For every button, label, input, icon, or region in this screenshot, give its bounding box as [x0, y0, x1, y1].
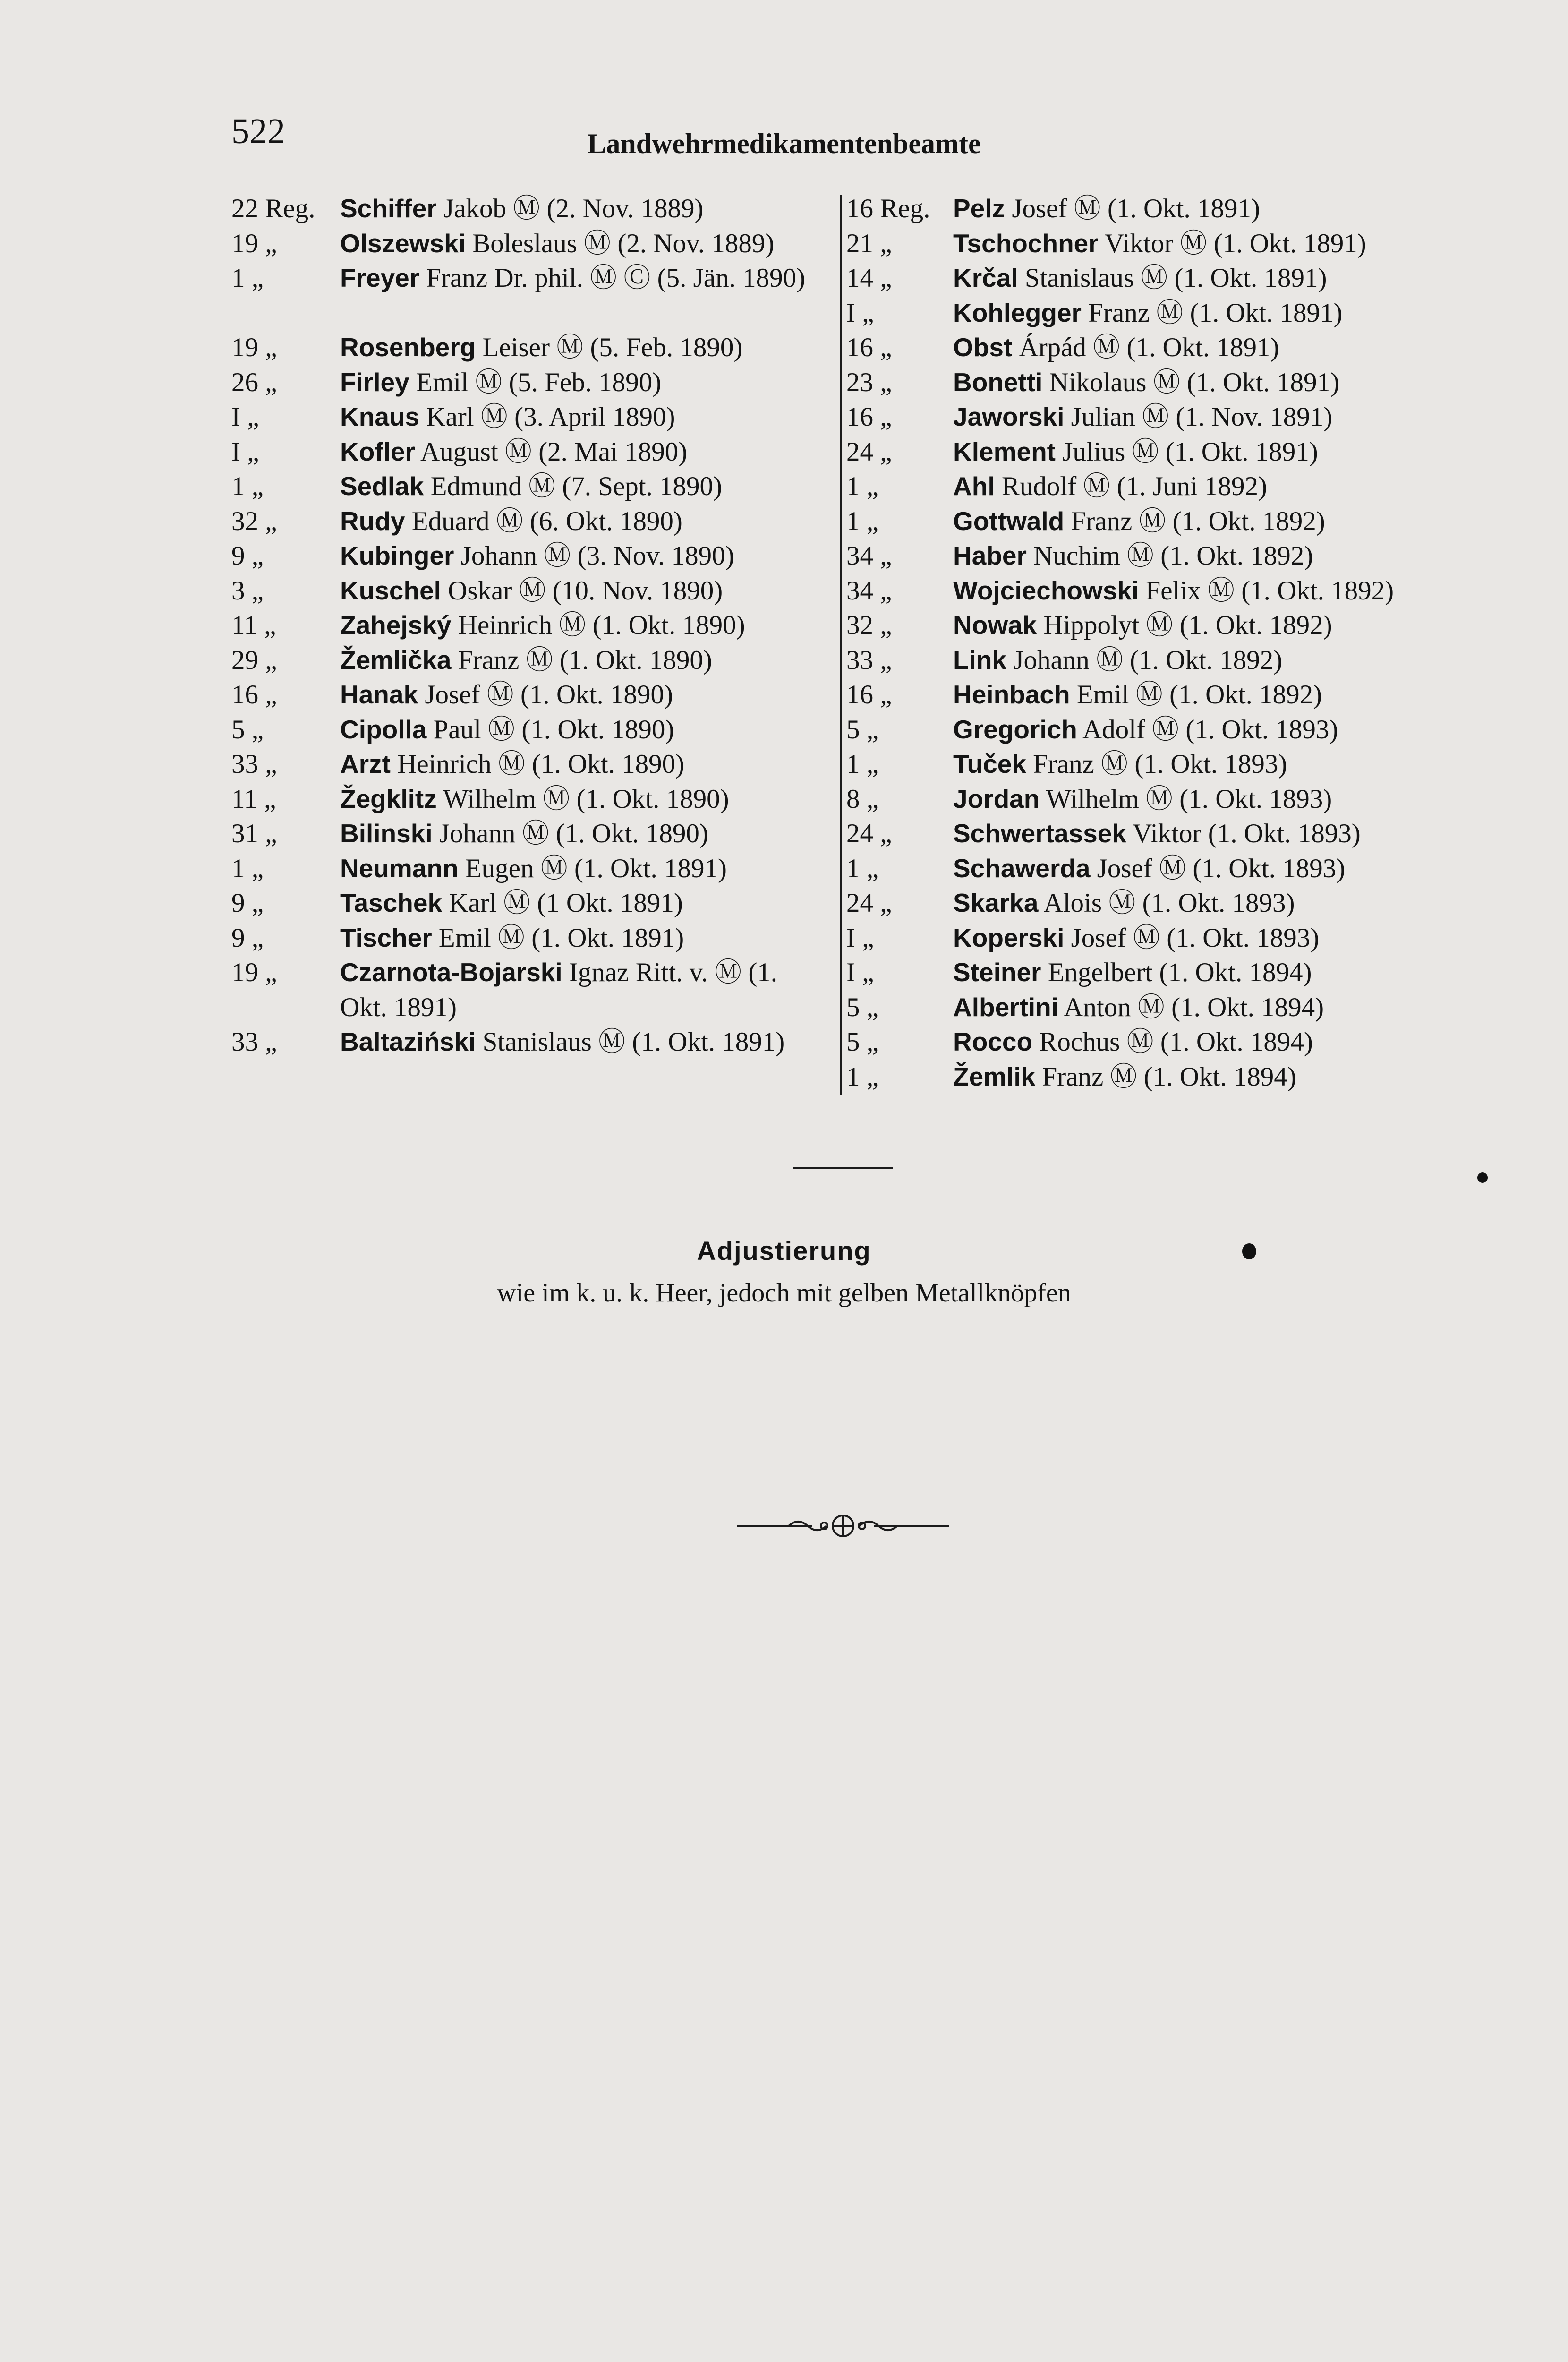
entry-kubinger	[231, 539, 822, 573]
given-name-and-date: Eduard Ⓜ (6. Okt. 1890)	[405, 506, 682, 536]
entry-kuschel	[231, 573, 822, 608]
entry-text	[340, 469, 822, 504]
regiment-number: 9 „	[231, 541, 264, 571]
surname: Haber	[953, 541, 1027, 570]
entry-text	[953, 365, 1455, 400]
entry-nowak	[841, 608, 1455, 643]
entry-text	[953, 1060, 1455, 1095]
entry-zegklitz	[231, 782, 822, 817]
entry-krcal	[841, 261, 1455, 296]
given-name-and-date: Johann Ⓜ (1. Okt. 1890)	[432, 819, 708, 848]
regiment-number: 19 „	[231, 958, 277, 987]
given-name-and-date: Jakob Ⓜ (2. Nov. 1889)	[436, 194, 704, 223]
entry-text	[953, 1025, 1455, 1060]
entry-cipolla	[231, 712, 822, 747]
surname: Kofler	[340, 436, 415, 466]
entry-tischer	[231, 921, 822, 956]
surname: Žegklitz	[340, 784, 437, 813]
regiment-number: I „	[846, 298, 874, 328]
surname: Hanak	[340, 680, 418, 709]
given-name-and-date: Ignaz Ritt. v. Ⓜ (1. Okt. 1891)	[340, 958, 778, 1022]
surname: Baltaziński	[340, 1027, 476, 1056]
given-name-and-date: Josef Ⓜ (1. Okt. 1893)	[1064, 923, 1320, 953]
regiment-number: 1 „	[846, 853, 879, 883]
surname: Žemlička	[340, 645, 452, 675]
entry-text	[340, 1025, 822, 1060]
given-name-and-date: Rudolf Ⓜ (1. Juni 1892)	[995, 471, 1267, 501]
given-name-and-date: Karl Ⓜ (3. April 1890)	[419, 402, 675, 432]
entry-text	[953, 191, 1455, 226]
surname: Nowak	[953, 610, 1037, 640]
given-name-and-date: Julian Ⓜ (1. Nov. 1891)	[1064, 402, 1333, 432]
regiment-number: 1 „	[846, 471, 879, 501]
entry-text	[340, 261, 822, 296]
surname: Bilinski	[340, 819, 433, 848]
surname: Klement	[953, 436, 1056, 466]
entry-text	[340, 712, 822, 747]
surname: Steiner	[953, 958, 1041, 987]
regiment-number: 31 „	[231, 819, 277, 848]
regiment-number: 11 „	[231, 610, 276, 640]
surname: Jaworski	[953, 402, 1065, 431]
regiment-number: 14 „	[846, 263, 892, 293]
given-name-and-date: Franz Dr. phil. Ⓜ Ⓒ (5. Jän. 1890)	[419, 263, 806, 293]
surname: Albertini	[953, 992, 1059, 1022]
surname: Schiffer	[340, 194, 437, 223]
regiment-number: 22 Reg.	[231, 194, 315, 223]
given-name-and-date: Franz Ⓜ (1. Okt. 1892)	[1064, 506, 1325, 536]
given-name-and-date: Boleslaus Ⓜ (2. Nov. 1889)	[465, 228, 775, 258]
entry-text	[953, 782, 1455, 817]
regiment-number: I „	[231, 436, 259, 467]
entry-text	[340, 851, 822, 886]
regiment-number: 16 Reg.	[846, 194, 930, 223]
entry-text	[340, 400, 822, 435]
regiment-number: 5 „	[846, 714, 879, 745]
surname: Bonetti	[953, 367, 1043, 397]
entry-rocco	[841, 1025, 1455, 1060]
given-name-and-date: Emil Ⓜ (5. Feb. 1890)	[409, 367, 662, 397]
given-name-and-date: Anton Ⓜ (1. Okt. 1894)	[1058, 992, 1324, 1022]
entry-rudy	[231, 504, 822, 539]
given-name-and-date: Engelbert (1. Okt. 1894)	[1041, 958, 1312, 987]
regiment-number: 1 „	[846, 506, 879, 536]
surname: Firley	[340, 367, 409, 397]
entry-text	[953, 469, 1455, 504]
surname: Tischer	[340, 923, 432, 952]
entry-text	[953, 608, 1455, 643]
entry-haber	[841, 539, 1455, 573]
entry-text	[340, 677, 822, 712]
entry-bonetti	[841, 365, 1455, 400]
given-name-and-date: Josef Ⓜ (1. Okt. 1891)	[1005, 194, 1260, 223]
given-name-and-date: Hippolyt Ⓜ (1. Okt. 1892)	[1037, 610, 1332, 640]
entry-schawerda	[841, 851, 1455, 886]
surname: Schwertassek	[953, 819, 1126, 848]
surname: Ahl	[953, 471, 995, 501]
surname: Heinbach	[953, 680, 1070, 709]
regiment-number: 34 „	[846, 575, 892, 606]
entry-sedlak	[231, 469, 822, 504]
given-name-and-date: Stanislaus Ⓜ (1. Okt. 1891)	[476, 1027, 785, 1057]
given-name-and-date: Wilhelm Ⓜ (1. Okt. 1893)	[1040, 784, 1332, 814]
entry-text	[953, 330, 1455, 365]
entry-text	[953, 712, 1455, 747]
given-name-and-date: Johann Ⓜ (3. Nov. 1890)	[454, 541, 734, 571]
surname: Czarnota-Bojarski	[340, 958, 562, 987]
surname: Cipolla	[340, 714, 427, 744]
surname: Taschek	[340, 888, 443, 917]
surname: Pelz	[953, 194, 1006, 223]
regiment-number: 5 „	[846, 1027, 879, 1057]
entry-text	[340, 504, 822, 539]
entry-kohlegger	[841, 296, 1455, 331]
entry-text	[953, 643, 1455, 678]
running-title: Landwehrmedikamentenbeamte	[587, 128, 981, 159]
surname: Kuschel	[340, 575, 441, 605]
entry-gregorich	[841, 712, 1455, 747]
regiment-number: 34 „	[846, 541, 892, 571]
surname: Freyer	[340, 263, 420, 292]
entry-hanak	[231, 677, 822, 712]
regiment-number: 1 „	[846, 1061, 879, 1092]
surname: Olszewski	[340, 228, 466, 258]
given-name-and-date: Franz Ⓜ (1. Okt. 1894)	[1035, 1061, 1296, 1092]
surname: Koperski	[953, 923, 1065, 952]
entry-tschochner	[841, 226, 1455, 261]
surname: Rosenberg	[340, 333, 476, 362]
regiment-number: 19 „	[231, 333, 277, 362]
entry-wojciechowski	[841, 573, 1455, 608]
given-name-and-date: Josef Ⓜ (1. Okt. 1890)	[418, 680, 673, 710]
regiment-number: 26 „	[231, 367, 277, 397]
regiment-number: 24 „	[846, 436, 892, 467]
surname: Neumann	[340, 853, 459, 883]
surname: Krčal	[953, 263, 1018, 292]
page-header	[0, 0, 1568, 180]
entry-albertini	[841, 990, 1455, 1025]
entry-baltazinski	[231, 1025, 822, 1094]
entry-link	[841, 643, 1455, 678]
regiment-number: 16 „	[846, 402, 892, 432]
entry-obst	[841, 330, 1455, 365]
entry-pelz	[841, 191, 1455, 226]
given-name-and-date: Franz Ⓜ (1. Okt. 1891)	[1081, 298, 1343, 328]
entry-text	[953, 573, 1455, 608]
given-name-and-date: Alois Ⓜ (1. Okt. 1893)	[1038, 888, 1295, 918]
entry-text	[953, 504, 1455, 539]
surname: Wojciechowski	[953, 575, 1139, 605]
entry-knaus	[231, 400, 822, 435]
given-name-and-date: Felix Ⓜ (1. Okt. 1892)	[1139, 575, 1394, 606]
entry-text	[953, 296, 1455, 331]
entry-arzt	[231, 747, 822, 782]
entry-text	[953, 851, 1455, 886]
regiment-number: 23 „	[846, 367, 892, 397]
entry-text	[340, 886, 822, 921]
surname: Rocco	[953, 1027, 1033, 1056]
given-name-and-date: Karl Ⓜ (1 Okt. 1891)	[442, 888, 683, 918]
regiment-number: 1 „	[231, 471, 264, 501]
surname: Sedlak	[340, 471, 424, 501]
entry-freyer	[231, 261, 822, 330]
entry-text	[340, 643, 822, 678]
given-name-and-date: Edmund Ⓜ (7. Sept. 1890)	[424, 471, 723, 501]
given-name-and-date: Rochus Ⓜ (1. Okt. 1894)	[1032, 1027, 1313, 1057]
given-name-and-date: Julius Ⓜ (1. Okt. 1891)	[1056, 436, 1318, 467]
entry-skarka	[841, 886, 1455, 921]
section-separator-rule	[793, 1167, 893, 1169]
entry-taschek	[231, 886, 822, 921]
regiment-number: 24 „	[846, 819, 892, 848]
entry-firley	[231, 365, 822, 400]
entry-text	[953, 747, 1455, 782]
surname: Tuček	[953, 749, 1026, 779]
entry-bilinski	[231, 816, 822, 851]
entry-text	[953, 677, 1455, 712]
regiment-number: 1 „	[231, 853, 264, 883]
entry-zahejsky	[231, 608, 822, 643]
ink-speck	[1477, 1172, 1488, 1183]
regiment-number: 32 „	[846, 610, 892, 640]
ink-speck	[1242, 1243, 1256, 1259]
surname: Rudy	[340, 506, 405, 536]
section-title: Adjustierung	[697, 1236, 871, 1266]
entry-text	[953, 886, 1455, 921]
regiment-number: 32 „	[231, 506, 277, 536]
regiment-number: 9 „	[231, 888, 264, 918]
regiment-number: 1 „	[846, 749, 879, 779]
entry-text	[340, 191, 822, 226]
given-name-and-date: Stanislaus Ⓜ (1. Okt. 1891)	[1018, 263, 1327, 293]
entry-text	[340, 782, 822, 817]
entry-text	[953, 539, 1455, 573]
regiment-number: 16 „	[846, 333, 892, 362]
entry-text	[340, 365, 822, 400]
entry-text	[340, 226, 822, 261]
regiment-number: 21 „	[846, 228, 892, 258]
left-column	[231, 191, 822, 1094]
entry-text	[953, 990, 1455, 1025]
entry-text	[953, 921, 1455, 956]
regiment-number: 19 „	[231, 228, 277, 258]
given-name-and-date: Oskar Ⓜ (10. Nov. 1890)	[441, 575, 723, 606]
regiment-number: 9 „	[231, 923, 264, 953]
regiment-number: 33 „	[231, 749, 277, 779]
entry-text	[953, 955, 1455, 990]
entry-olszewski	[231, 226, 822, 261]
entry-text	[340, 747, 822, 782]
given-name-and-date: August Ⓜ (2. Mai 1890)	[415, 436, 688, 467]
regiment-number: 16 „	[231, 680, 277, 710]
surname: Žemlik	[953, 1061, 1036, 1091]
regiment-number: 24 „	[846, 888, 892, 918]
entry-text	[340, 816, 822, 851]
regiment-number: I „	[231, 402, 259, 432]
entry-text	[953, 261, 1455, 296]
given-name-and-date: Eugen Ⓜ (1. Okt. 1891)	[458, 853, 727, 883]
entry-neumann	[231, 851, 822, 886]
surname: Kubinger	[340, 541, 454, 570]
regiment-number: 3 „	[231, 575, 264, 606]
entry-steiner	[841, 955, 1455, 990]
surname: Obst	[953, 333, 1013, 362]
section-text: wie im k. u. k. Heer, jedoch mit gelben Metallknöpfen	[497, 1278, 1071, 1308]
end-ornament-icon	[737, 1509, 949, 1542]
given-name-and-date: Paul Ⓜ (1. Okt. 1890)	[426, 714, 674, 745]
entry-text	[953, 226, 1455, 261]
given-name-and-date: Viktor (1. Okt. 1893)	[1126, 819, 1361, 848]
entry-tucek	[841, 747, 1455, 782]
entry-text	[340, 435, 822, 470]
regiment-number: 5 „	[846, 992, 879, 1022]
entry-text	[340, 539, 822, 573]
entry-text	[953, 435, 1455, 470]
regiment-number: 11 „	[231, 784, 276, 814]
surname: Kohlegger	[953, 298, 1082, 327]
given-name-and-date: Heinrich Ⓜ (1. Okt. 1890)	[390, 749, 685, 779]
entry-czarnota-bojarski	[231, 955, 822, 1025]
surname: Skarka	[953, 888, 1039, 917]
given-name-and-date: Nikolaus Ⓜ (1. Okt. 1891)	[1042, 367, 1339, 397]
entry-koperski	[841, 921, 1455, 956]
regiment-number: 29 „	[231, 645, 277, 675]
surname: Schawerda	[953, 853, 1091, 883]
entry-klement	[841, 435, 1455, 470]
surname: Jordan	[953, 784, 1040, 813]
entry-kofler	[231, 435, 822, 470]
entry-text	[340, 921, 822, 956]
entry-jordan	[841, 782, 1455, 817]
entry-schwertassek	[841, 816, 1455, 851]
regiment-number: I „	[846, 958, 874, 987]
entry-zemlicka	[231, 643, 822, 678]
regiment-number: 1 „	[231, 263, 264, 293]
given-name-and-date: Heinrich Ⓜ (1. Okt. 1890)	[451, 610, 745, 640]
entry-schiffer	[231, 191, 822, 226]
regiment-number: 8 „	[846, 784, 879, 814]
entry-text	[340, 955, 822, 1025]
entry-text	[340, 608, 822, 643]
given-name-and-date: Franz Ⓜ (1. Okt. 1890)	[451, 645, 712, 675]
entry-heinbach	[841, 677, 1455, 712]
regiment-number: 5 „	[231, 714, 264, 745]
surname: Gregorich	[953, 714, 1077, 744]
entry-ahl	[841, 469, 1455, 504]
surname: Zahejský	[340, 610, 452, 640]
entry-gottwald	[841, 504, 1455, 539]
regiment-number: I „	[846, 923, 874, 953]
given-name-and-date: Josef Ⓜ (1. Okt. 1893)	[1090, 853, 1346, 883]
entry-jaworski	[841, 400, 1455, 435]
surname: Link	[953, 645, 1007, 675]
entry-text	[953, 400, 1455, 435]
surname: Gottwald	[953, 506, 1065, 536]
page-number: 522	[231, 111, 285, 151]
surname: Tschochner	[953, 228, 1099, 258]
given-name-and-date: Johann Ⓜ (1. Okt. 1892)	[1006, 645, 1283, 675]
given-name-and-date: Nuchim Ⓜ (1. Okt. 1892)	[1026, 541, 1313, 571]
given-name-and-date: Emil Ⓜ (1. Okt. 1891)	[432, 923, 684, 953]
given-name-and-date: Viktor Ⓜ (1. Okt. 1891)	[1098, 228, 1366, 258]
entry-text	[340, 330, 822, 365]
given-name-and-date: Franz Ⓜ (1. Okt. 1893)	[1026, 749, 1287, 779]
given-name-and-date: Adolf Ⓜ (1. Okt. 1893)	[1077, 714, 1338, 745]
surname: Arzt	[340, 749, 391, 779]
entry-rosenberg	[231, 330, 822, 365]
entry-text	[953, 816, 1455, 851]
given-name-and-date: Árpád Ⓜ (1. Okt. 1891)	[1012, 333, 1279, 362]
regiment-number: 33 „	[846, 645, 892, 675]
given-name-and-date: Wilhelm Ⓜ (1. Okt. 1890)	[436, 784, 729, 814]
entry-text	[340, 573, 822, 608]
given-name-and-date: Emil Ⓜ (1. Okt. 1892)	[1070, 680, 1322, 710]
given-name-and-date: Leiser Ⓜ (5. Feb. 1890)	[476, 333, 743, 362]
regiment-number: 16 „	[846, 680, 892, 710]
surname: Knaus	[340, 402, 420, 431]
entry-zemlik	[841, 1060, 1455, 1095]
regiment-number: 33 „	[231, 1027, 277, 1057]
right-column	[841, 191, 1455, 1094]
